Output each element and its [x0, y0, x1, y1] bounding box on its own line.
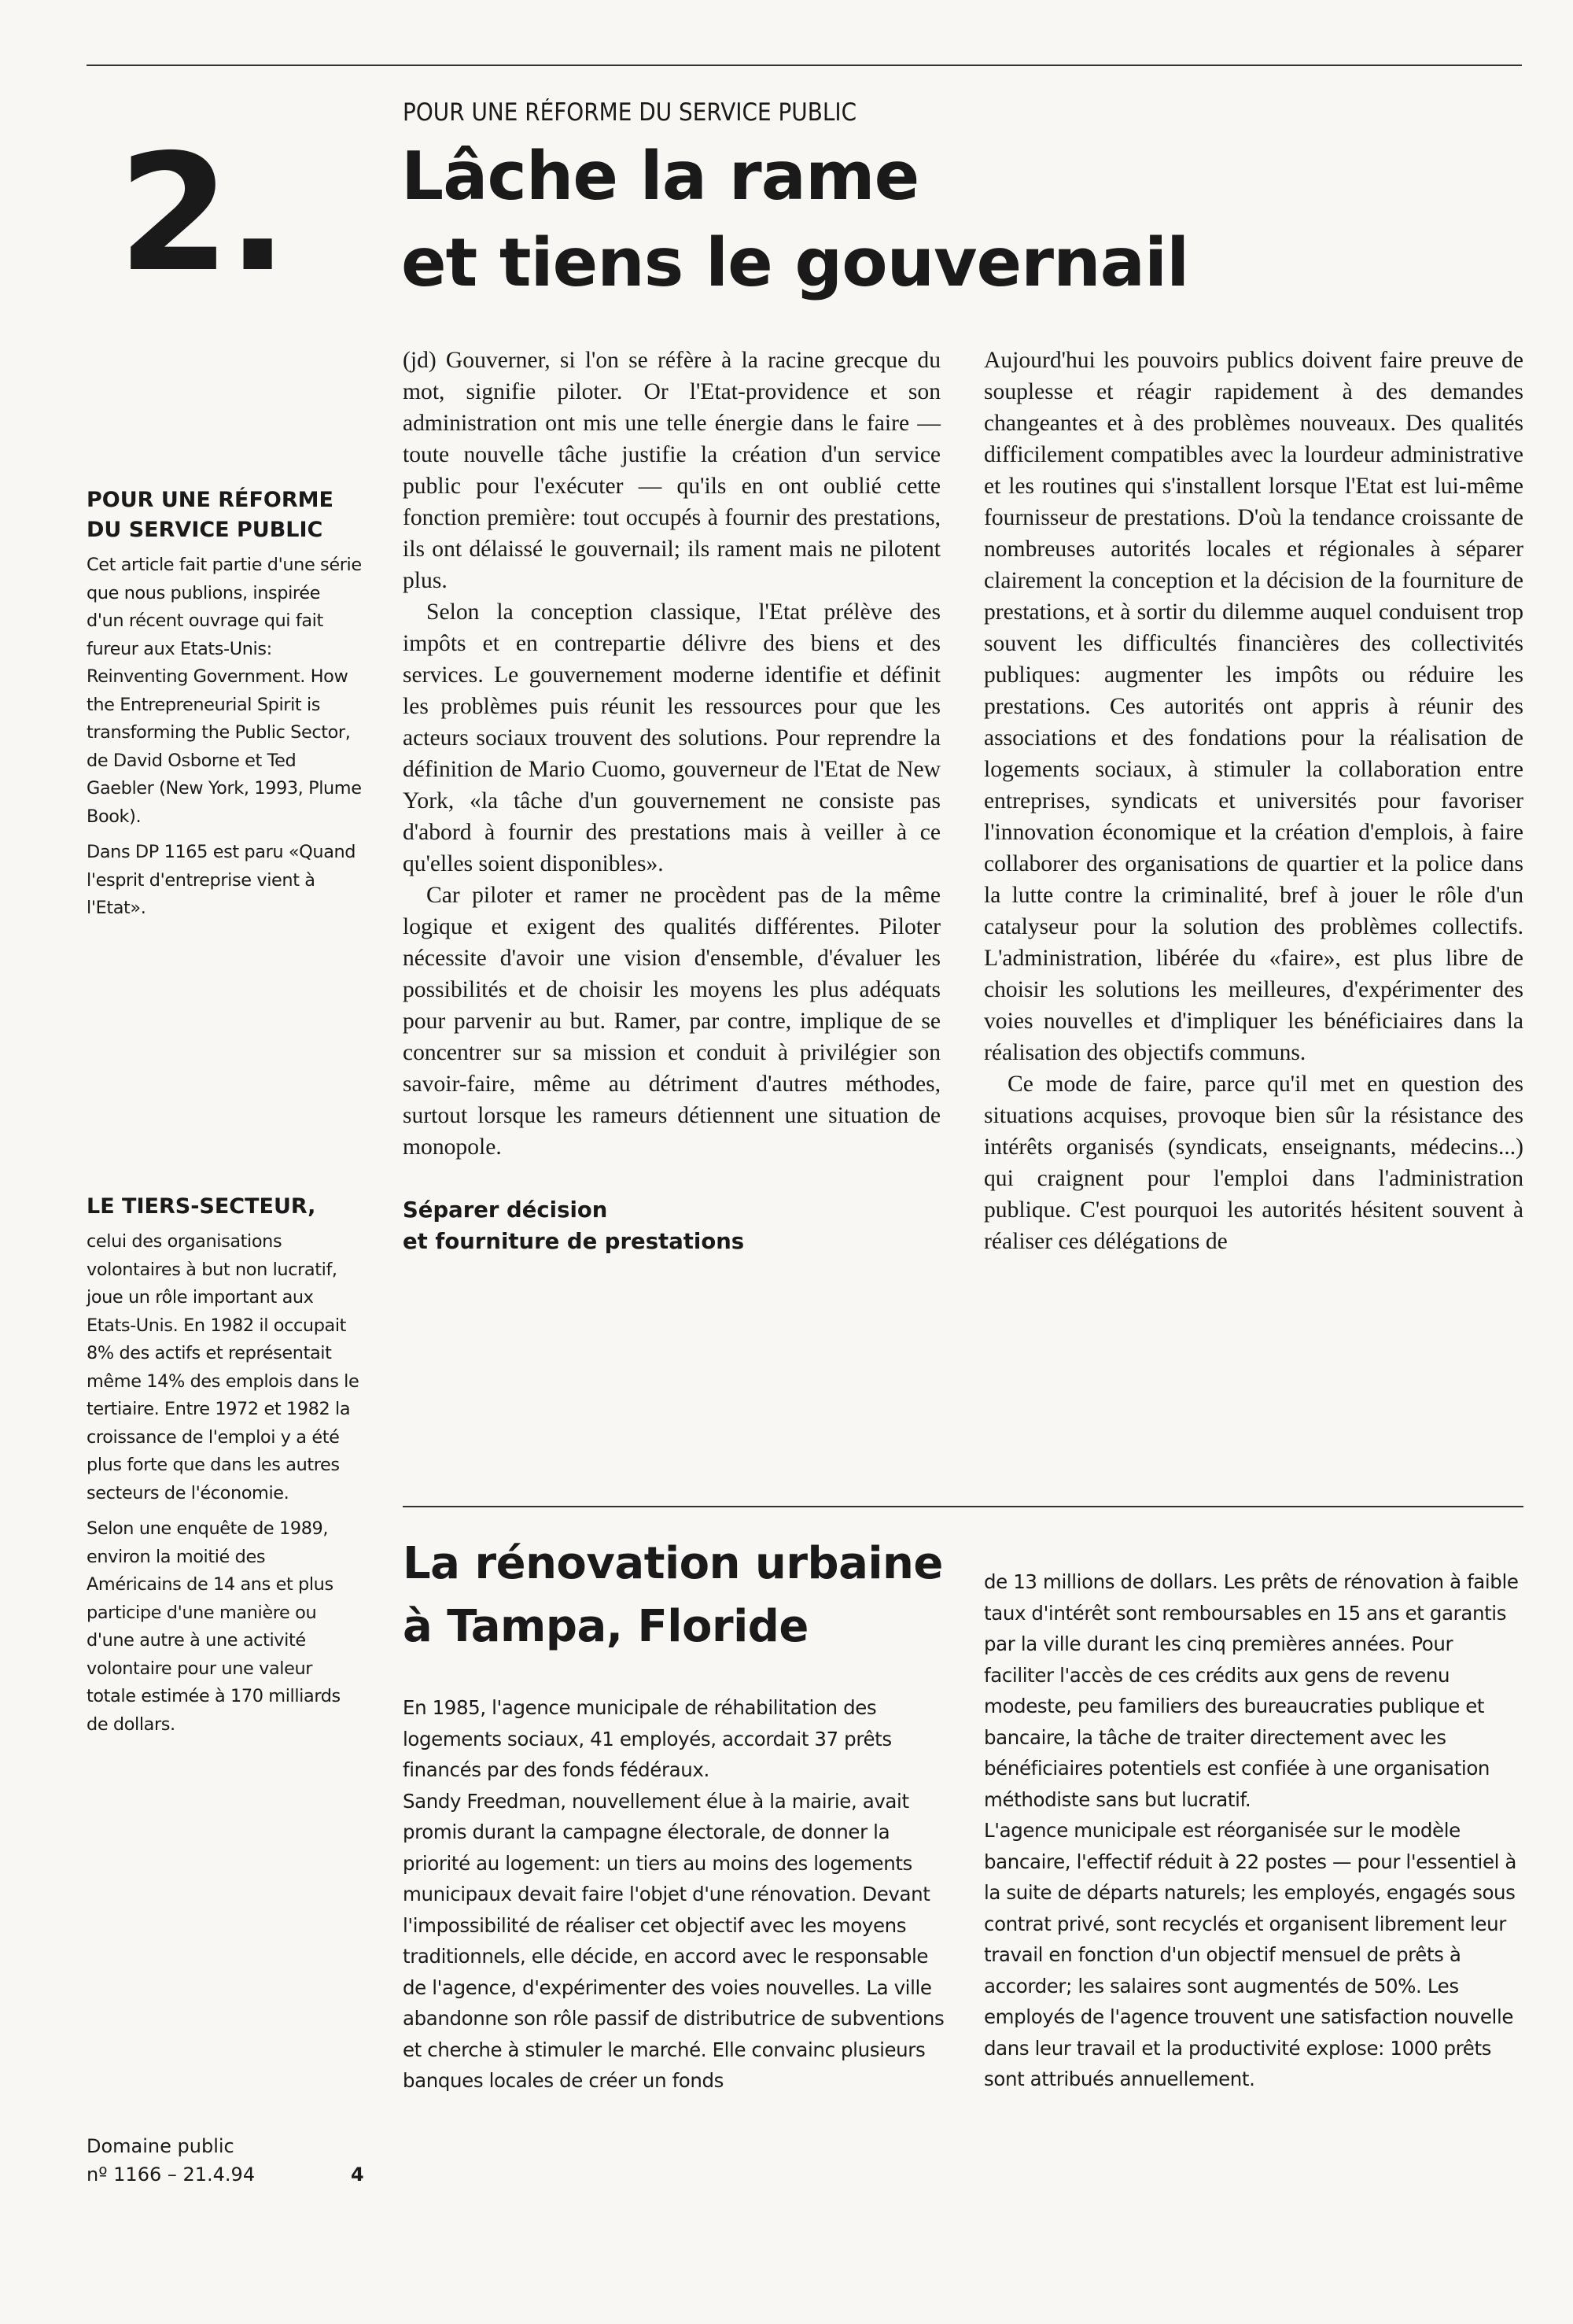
- sidebar-paragraph: celui des organisations volontaires à but non lucratif, joue un rôle important aux Etats-Unis. En 1982 il occupait 8% des actifs et représentait même 14% des emplois dans le tertiaire. Entre 1972 et 1982 la croissance de l'emploi y a été plus forte que dans les autres secteurs de l'économie.: [87, 1231, 359, 1503]
- issue-number: nº 1166 – 21.4.94: [87, 2164, 256, 2186]
- article-paragraph: Selon la conception classique, l'Etat prélève des impôts et en contrepartie délivre des biens et des services. Le gouvernement moderne identifie et définit les problèmes puis réunit les ressources pour que les acteurs sociaux trouvent des solutions. Pour reprendre la définition de Mario Cuomo, gouverneur de l'Etat de New York, «la tâche d'un gouvernement ne consiste pas d'abord à fournir des prestations mais à veiller à ce qu'elles soient disponibles».: [403, 599, 941, 876]
- article-paragraph: Car piloter et ramer ne procèdent pas de la même logique et exigent des qualités différentes. Piloter nécessite d'avoir une vision d'ensemble, d'évaluer les possibilités et de choisir les moyens les plus adéquats pour parvenir au but. Ramer, par contre, implique de se concentrer sur sa mission et conduit à privilégier son savoir-faire, même au détriment d'autres méthodes, surtout lorsque les rameurs détiennent une situation de monopole.: [403, 883, 941, 1160]
- publication-name: Domaine public: [87, 2135, 234, 2157]
- article-paragraph: (jd) Gouverner, si l'on se réfère à la racine grecque du mot, signifie piloter. Or l'Etat-providence et son administration ont mis une telle énergie dans le faire — toute nouvelle tâche justifie la création d'un service public pour l'exécuter — qu'ils en ont oublié cette fonction première: tout occupés à fournir des prestations, ils ont délaissé le gouvernail; ils rament mais ne pilotent plus.: [403, 348, 941, 593]
- box-column-2: [984, 1566, 1527, 2095]
- box-paragraph: Sandy Freedman, nouvellement élue à la mairie, avait promis durant la campagne électorale, de donner la priorité au logement: un tiers au moins des logements municipaux devait faire l'objet d'une rénovation. Devant l'impossibilité de réaliser cet objectif avec les moyens traditionnels, elle décide, en accord avec le responsable de l'agence, d'expérimenter des voies nouvelles. La ville abandonne son rôle passif de distributrice de subventions et cherche à stimuler le marché. Elle convainc plusieurs banques locales de créer un fonds: [403, 1789, 945, 2092]
- top-rule: [87, 65, 1522, 66]
- box-column-1: [403, 1692, 945, 2097]
- article-paragraph: Ce mode de faire, parce qu'il met en question des situations acquises, provoque bien sûr la résistance des intérêts organisés (syndicats, enseignants, médecins...) qui craignent pour l'emploi dans l'administration publique. C'est pourquoi les autorités hésitent souvent à réaliser ces délégations de: [984, 1072, 1523, 1254]
- footer-publication: [87, 2132, 255, 2189]
- box-paragraph: En 1985, l'agence municipale de réhabilitation des logements sociaux, 41 employés, accordait 37 prêts financés par des fonds fédéraux.: [403, 1696, 892, 1781]
- section-number: 2.: [118, 120, 285, 308]
- series-kicker: POUR UNE RÉFORME DU SERVICE PUBLIC: [403, 98, 857, 127]
- box-title: [403, 1533, 953, 1658]
- article-paragraph: Aujourd'hui les pouvoirs publics doivent faire preuve de souplesse et réagir rapidement à des demandes changeantes et à des problèmes nouveaux. Des qualités difficilement compatibles avec la lourdeur administrative et les routines qui s'installent lorsque l'Etat est lui-même fournisseur de prestations. D'où la tendance croissante de nombreuses autorités locales et régionales à séparer clairement la conception et la décision de la fourniture de prestations, et à sortir du dilemme auquel conduisent trop souvent les difficultés financières des collectivités publiques: augmenter les impôts ou réduire les prestations. Ces autorités ont appris à réunir des associations et des fondations pour la réalisation de logements sociaux, à stimuler la collaboration entre entreprises, syndicats et universités pour favoriser l'innovation économique et la création d'emplois, à faire collaborer des organisations de quartier et la police dans la lutte contre la criminalité, bref à jouer le rôle d'un catalyseur pour la solution des problèmes collectifs. L'administration, libérée du «faire», est plus libre de choisir les solutions les meilleures, d'expérimenter des voies nouvelles et d'impliquer les bénéficiaires dans la réalisation des objectifs communs.: [984, 348, 1523, 1065]
- box-title-line: à Tampa, Floride: [403, 1601, 809, 1652]
- box-title-line: La rénovation urbaine: [403, 1538, 943, 1589]
- article-headline: [401, 134, 1502, 307]
- sidebar-heading: POUR UNE RÉFORME DU SERVICE PUBLIC: [87, 488, 333, 542]
- box-top-rule: [403, 1506, 1523, 1507]
- box-paragraph: de 13 millions de dollars. Les prêts de rénovation à faible taux d'intérêt sont remboursables en 15 ans et garantis par la ville durant les cinq premières années. Pour faciliter l'accès de ces crédits aux gens de revenu modeste, peu familiers des bureaucraties publique et bancaire, la tâche de traiter directement avec les bénéficiaires potentiels est confiée à une organisation méthodiste sans but lucratif.: [984, 1570, 1519, 1811]
- sidebar-heading: LE TIERS-SECTEUR,: [87, 1194, 316, 1219]
- sidebar-tiers-secteur: [87, 1192, 362, 1747]
- sidebar-series-note: [87, 485, 362, 931]
- article-column-1: [403, 345, 941, 1257]
- box-paragraph: L'agence municipale est réorganisée sur le modèle bancaire, l'effectif réduit à 22 postes — pour l'essentiel à la suite de départs naturels; les employés, engagés sous contrat privé, sont recyclés et organisent librement leur travail en fonction d'un objectif mensuel de prêts à accorder; les salaires sont augmentés de 50%. Les employés de l'agence trouvent une satisfaction nouvelle dans leur travail et la productivité explose: 1000 prêts sont attribués annuellement.: [984, 1819, 1517, 2090]
- article-subhead: Séparer décision et fourniture de prestations: [403, 1197, 745, 1254]
- sidebar-paragraph: Cet article fait partie d'une série que nous publions, inspirée d'un récent ouvrage qui fait fureur aux Etats-Unis: Reinventing Government. How the Entrepreneurial Spirit is transforming the Public Sector, de David Osborne et Ted Gaebler (New York, 1993, Plume Book).: [87, 555, 362, 827]
- sidebar-paragraph: Dans DP 1165 est paru «Quand l'esprit d'entreprise vient à l'Etat».: [87, 842, 356, 918]
- headline-line: Lâche la rame: [401, 138, 919, 216]
- sidebar-paragraph: Selon une enquête de 1989, environ la moitié des Américains de 14 ans et plus participe d'une manière ou d'une autre à une activité volontaire pour une valeur totale estimée à 170 milliards de dollars.: [87, 1518, 341, 1735]
- article-column-2: [984, 345, 1523, 1257]
- headline-line: et tiens le gouvernail: [401, 224, 1189, 302]
- page-number: 4: [351, 2164, 364, 2186]
